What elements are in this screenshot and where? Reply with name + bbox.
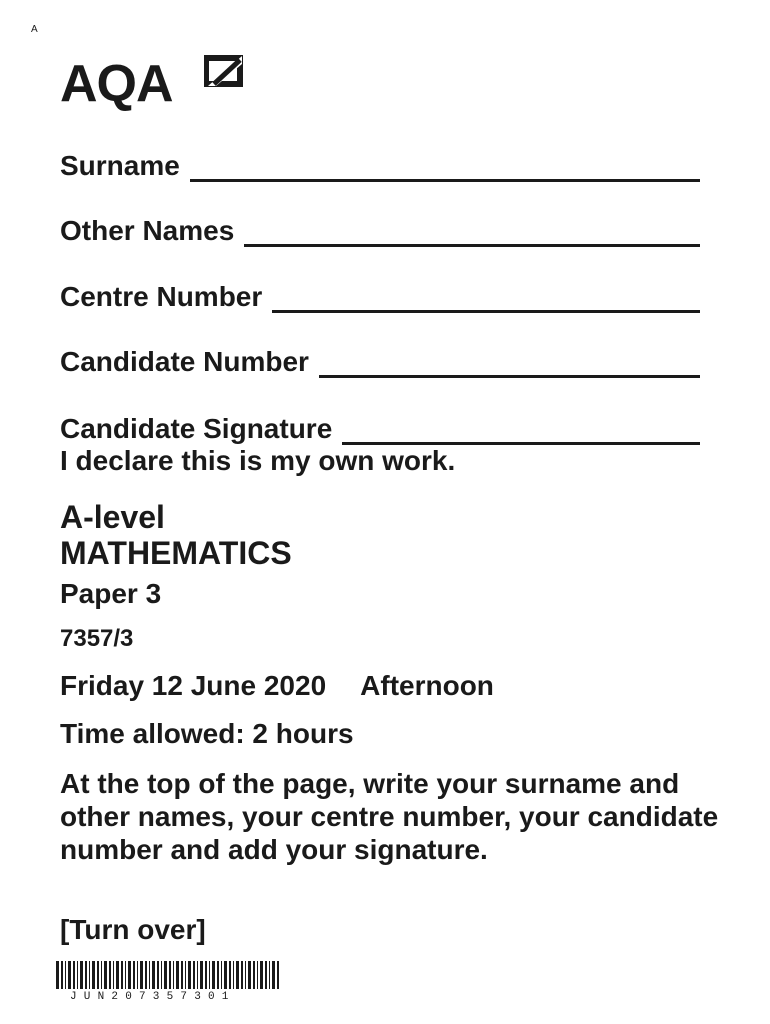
barcode-bar: [125, 961, 126, 989]
candidate-number-field[interactable]: [60, 346, 700, 378]
barcode-bar: [277, 961, 279, 989]
barcode-bar: [188, 961, 191, 989]
barcode-bar: [149, 961, 150, 989]
candidate-signature-field[interactable]: [60, 413, 700, 445]
aqa-logo: [60, 52, 246, 114]
logo-text: AQA: [60, 55, 173, 113]
surname-label: Surname: [60, 150, 180, 181]
barcode-bar: [128, 961, 131, 989]
barcode-bar: [181, 961, 183, 989]
barcode-bar: [116, 961, 119, 989]
barcode-bar: [145, 961, 147, 989]
declaration: I declare this is my own work.: [60, 445, 456, 476]
barcode: [56, 961, 282, 1005]
barcode-bar: [212, 961, 215, 989]
barcode-bar: [61, 961, 63, 989]
barcode-bar: [109, 961, 111, 989]
barcode-bar: [169, 961, 171, 989]
logo-mark-icon: [204, 54, 244, 88]
candidate-number-label: Candidate Number: [60, 346, 309, 377]
barcode-bar: [217, 961, 219, 989]
barcode-bars: [56, 961, 282, 991]
barcode-bar: [197, 961, 198, 989]
barcode-bar: [97, 961, 99, 989]
other-names-label: Other Names: [60, 215, 235, 246]
candidate-signature-line[interactable]: [342, 418, 700, 445]
other-names-field[interactable]: [60, 215, 700, 247]
barcode-bar: [113, 961, 114, 989]
centre-number-line[interactable]: [272, 286, 700, 313]
barcode-bar: [185, 961, 186, 989]
barcode-bar: [229, 961, 231, 989]
turn-over: [Turn over]: [60, 914, 206, 945]
barcode-bar: [253, 961, 255, 989]
barcode-bar: [121, 961, 123, 989]
surname-field[interactable]: [60, 150, 700, 182]
exam-date: Friday 12 June 2020: [60, 670, 327, 701]
other-names-line[interactable]: [244, 220, 700, 247]
barcode-bar: [260, 961, 263, 989]
barcode-bar: [65, 961, 66, 989]
instruction-text: At the top of the page, write your surname and other names, your centre number, your candidate number and add your signature.: [60, 768, 719, 865]
barcode-bar: [233, 961, 234, 989]
barcode-bar: [164, 961, 167, 989]
barcode-bar: [133, 961, 135, 989]
subject-title: MATHEMATICS: [60, 535, 292, 571]
barcode-bar: [80, 961, 83, 989]
barcode-bar: [257, 961, 258, 989]
barcode-bar: [176, 961, 179, 989]
paper-number: Paper 3: [60, 578, 162, 609]
exam-session: Afternoon: [360, 670, 494, 701]
barcode-bar: [241, 961, 243, 989]
barcode-bar: [265, 961, 267, 989]
barcode-bar: [101, 961, 102, 989]
paper-code: 7357/3: [60, 625, 134, 652]
barcode-bar: [161, 961, 162, 989]
centre-number-field[interactable]: [60, 281, 700, 313]
barcode-bar: [140, 961, 143, 989]
barcode-bar: [92, 961, 95, 989]
corner-mark: A: [31, 24, 38, 35]
barcode-bar: [245, 961, 246, 989]
barcode-bar: [157, 961, 159, 989]
barcode-bar: [137, 961, 138, 989]
barcode-bar: [224, 961, 227, 989]
barcode-bar: [209, 961, 210, 989]
barcode-bar: [104, 961, 107, 989]
barcode-bar: [173, 961, 174, 989]
centre-number-label: Centre Number: [60, 281, 263, 312]
barcode-bar: [77, 961, 78, 989]
barcode-bar: [200, 961, 203, 989]
barcode-bar: [221, 961, 222, 989]
barcode-bar: [68, 961, 71, 989]
barcode-bar: [236, 961, 239, 989]
barcode-bar: [272, 961, 275, 989]
surname-line[interactable]: [190, 155, 700, 182]
barcode-bar: [89, 961, 90, 989]
barcode-bar: [73, 961, 75, 989]
barcode-bar: [152, 961, 155, 989]
barcode-bar: [205, 961, 207, 989]
barcode-bar: [193, 961, 195, 989]
exam-date-row: [60, 670, 494, 702]
barcode-bar: [248, 961, 251, 989]
time-allowed: Time allowed: 2 hours: [60, 718, 354, 749]
candidate-signature-label: Candidate Signature: [60, 413, 333, 444]
barcode-bar: [269, 961, 270, 989]
candidate-number-line[interactable]: [319, 351, 700, 378]
barcode-bar: [56, 961, 59, 989]
qualification: A-level: [60, 499, 165, 535]
barcode-text: JUN207357301: [70, 991, 236, 1003]
barcode-bar: [85, 961, 87, 989]
